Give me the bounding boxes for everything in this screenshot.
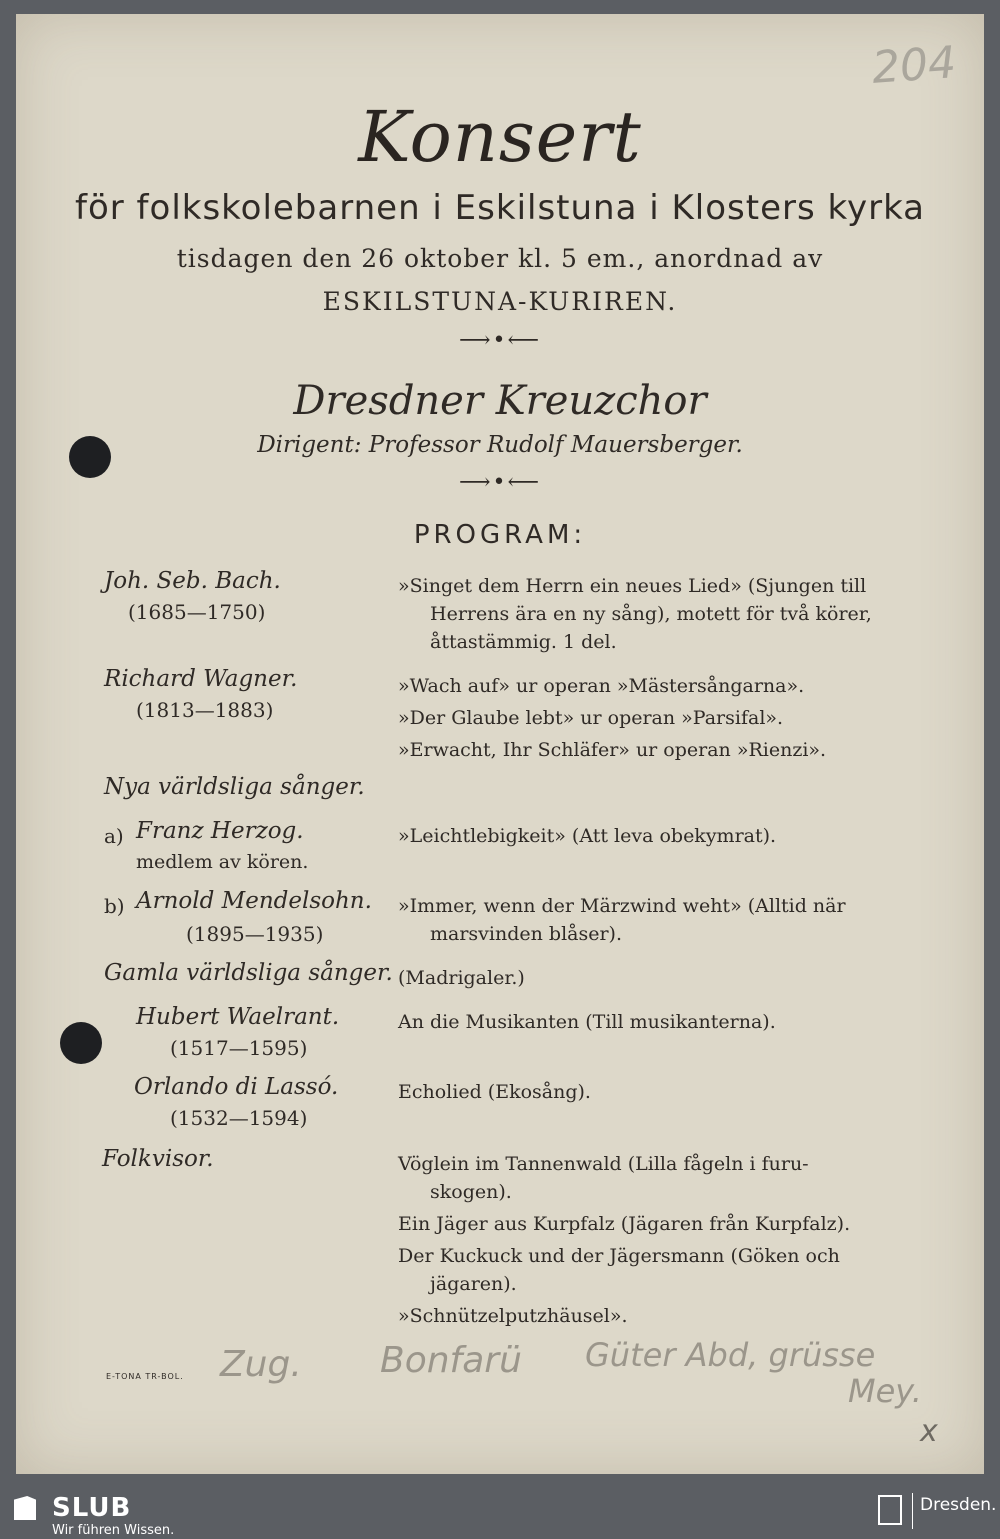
handwritten-page-number: 204 <box>870 37 958 94</box>
slub-logo-icon <box>14 1496 36 1520</box>
punch-hole-bottom <box>60 1022 102 1064</box>
composer-name: Arnold Mendelsohn. <box>136 888 372 914</box>
work-line: jägaren). <box>430 1273 517 1295</box>
work-line: »Der Glaube lebt» ur operan »Parsifal». <box>398 707 784 729</box>
composer-name: Orlando di Lassó. <box>134 1074 339 1100</box>
work-line: Der Kuckuck und der Jägersmann (Göken och <box>398 1245 840 1267</box>
program-heading: PROGRAM: <box>413 520 587 550</box>
work-line: »Wach auf» ur operan »Mästersångarna». <box>398 675 805 697</box>
footer-bar <box>0 1489 1000 1539</box>
work-list <box>398 822 893 850</box>
section-heading: Nya världsliga sånger. <box>104 774 365 800</box>
composer-years: (1532—1594) <box>170 1106 308 1130</box>
ornament-divider: ⟶•⟵ <box>458 470 542 495</box>
handwritten-note: Mey. <box>848 1372 922 1410</box>
slub-name: SLUB <box>52 1493 132 1523</box>
work-line: åttastämmig. 1 del. <box>430 631 617 653</box>
dresden-name: Dresden. <box>920 1495 997 1515</box>
composer-years: (1685—1750) <box>128 600 266 624</box>
choir-name: Dresdner Kreuzchor <box>293 378 707 424</box>
work-line: marsvinden blåser). <box>430 923 623 945</box>
work-line: »Leichtlebigkeit» (Att leva obekymrat). <box>398 825 777 847</box>
work-line: »Schnützelputzhäusel». <box>398 1305 628 1327</box>
work-line: »Erwacht, Ihr Schläfer» ur operan »Rienzi». <box>398 739 827 761</box>
section-heading: Folkvisor. <box>102 1146 214 1172</box>
work-line: »Immer, wenn der Märzwind weht» (Alltid när <box>398 895 846 917</box>
work-line: Echolied (Ekosång). <box>398 1081 591 1103</box>
work-line: Ein Jäger aus Kurpfalz (Jägaren från Kurpfalz). <box>398 1213 851 1235</box>
work-list <box>398 892 893 948</box>
dresden-crest-icon <box>878 1495 902 1525</box>
composer-years: (1895—1935) <box>186 922 324 946</box>
work-list <box>398 1078 893 1106</box>
composer-name: Hubert Waelrant. <box>136 1004 340 1030</box>
ornament-divider: ⟶•⟵ <box>458 328 542 353</box>
composer-name: Franz Herzog. <box>136 818 304 844</box>
work-list <box>398 964 893 992</box>
composer-years: (1813—1883) <box>136 698 274 722</box>
handwritten-note: Bonfarü <box>380 1340 522 1381</box>
composer-name: Joh. Seb. Bach. <box>104 568 281 594</box>
work-list <box>398 1008 893 1036</box>
subtitle: för folkskolebarnen i Eskilstuna i Klosters kyrka <box>74 188 926 228</box>
handwritten-mark: x <box>920 1414 938 1449</box>
date-line: tisdagen den 26 oktober kl. 5 em., anordnad av <box>176 244 824 273</box>
handwritten-note: Güter Abd, grüsse <box>585 1336 876 1374</box>
work-line: Vöglein im Tannenwald (Lilla fågeln i furu- <box>398 1153 809 1175</box>
item-prefix: a) <box>104 824 124 848</box>
composer-note: medlem av kören. <box>136 851 309 873</box>
footer-divider <box>912 1493 913 1529</box>
work-list <box>398 670 893 766</box>
work-line: skogen). <box>430 1181 512 1203</box>
section-heading: Gamla världsliga sånger. <box>104 960 393 986</box>
work-line: Herrens ära en ny sång), motett för två körer, <box>430 603 872 625</box>
item-prefix: b) <box>104 894 125 918</box>
work-line: An die Musikanten (Till musikanterna). <box>398 1011 776 1033</box>
handwritten-note: Zug. <box>220 1344 302 1385</box>
work-list <box>398 1150 893 1330</box>
page-title: Konsert <box>358 96 642 178</box>
organizer: ESKILSTUNA-KURIREN. <box>322 287 678 316</box>
work-line: »Singet dem Herrn ein neues Lied» (Sjungen till <box>398 575 867 597</box>
composer-name: Richard Wagner. <box>104 666 298 692</box>
printer-mark: E-TONA TR-BOL. <box>106 1372 184 1381</box>
work-line: (Madrigaler.) <box>398 967 525 989</box>
work-list <box>398 572 893 656</box>
slub-tagline: Wir führen Wissen. <box>52 1523 175 1538</box>
composer-years: (1517—1595) <box>170 1036 308 1060</box>
conductor-line: Dirigent: Professor Rudolf Mauersberger. <box>257 432 743 458</box>
